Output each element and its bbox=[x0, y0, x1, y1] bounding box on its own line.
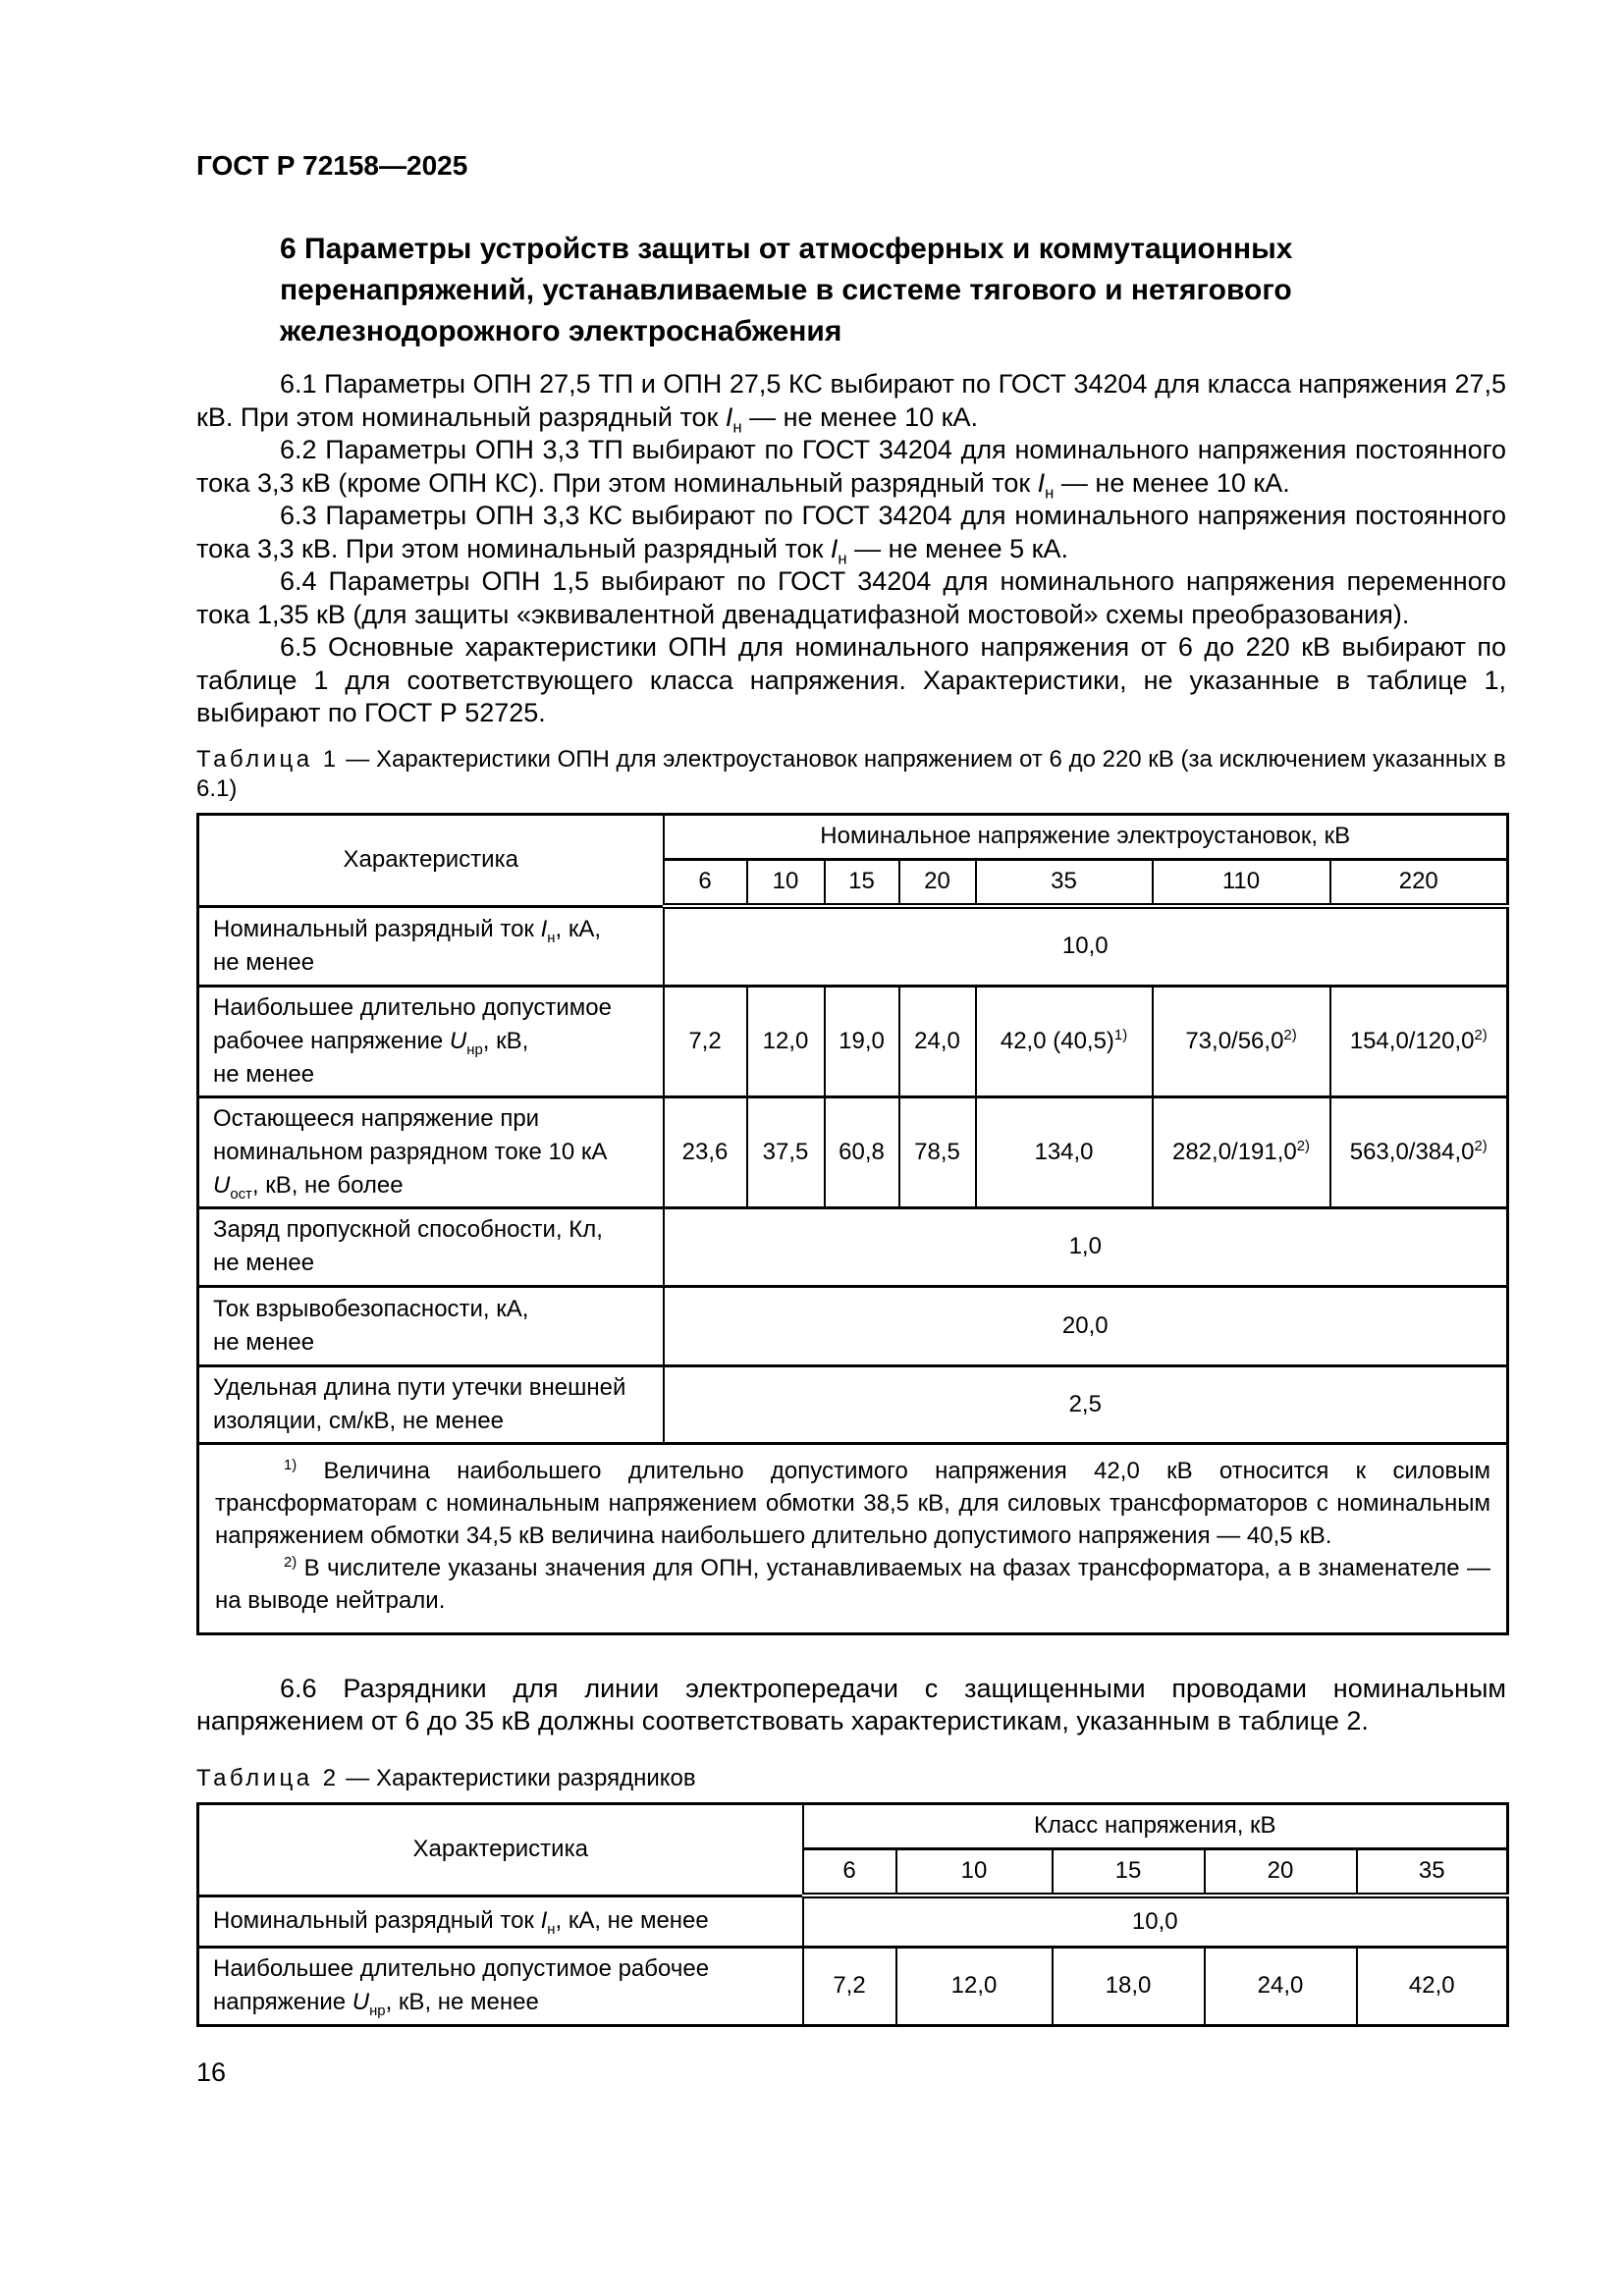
doc-code: ГОСТ Р 72158—2025 bbox=[196, 150, 468, 181]
symbol-subscript: ост bbox=[230, 1186, 252, 1202]
current-symbol: I bbox=[540, 915, 548, 942]
t1-value-cell: 563,0/384,0$^{2)}$ bbox=[1330, 1096, 1508, 1207]
footnote-ref: 2) bbox=[1283, 1027, 1297, 1043]
t2-voltage-class-header: 35 bbox=[1357, 1848, 1508, 1896]
t1-row-max-voltage bbox=[198, 986, 1508, 1096]
voltage-symbol: U bbox=[213, 1171, 231, 1199]
label-text: Ток взрывобезопасности, кА, bbox=[213, 1295, 529, 1322]
label-text: не менее bbox=[213, 1328, 315, 1356]
t1-row-label bbox=[198, 1207, 664, 1286]
t1-voltage-class-header: 35 bbox=[976, 859, 1153, 906]
footnote-text: В числителе указаны значения для ОПН, устанавливаемых на фазах трансформатора, а в знаменателе — на выводе нейтрали. bbox=[215, 1554, 1490, 1614]
label-text: , кВ, не более bbox=[251, 1171, 404, 1199]
footnote-ref: 2) bbox=[1296, 1138, 1311, 1154]
t2-value-cell: 24,0 bbox=[1205, 1947, 1357, 2025]
t2-value-cell: 18,0 bbox=[1053, 1947, 1205, 2025]
t1-row-label bbox=[198, 1096, 664, 1207]
t1-voltage-class-header: 220 bbox=[1330, 859, 1508, 906]
t2-row-label bbox=[198, 1896, 803, 1947]
footnote-ref: 2) bbox=[1474, 1027, 1488, 1043]
footnote-ref: 2) bbox=[1474, 1138, 1488, 1154]
body-text bbox=[196, 368, 1506, 730]
t1-row-explosion-current bbox=[198, 1286, 1508, 1365]
paragraph-text: — не менее 5 кА. bbox=[846, 533, 1068, 563]
t1-value-cell: 12,0 bbox=[747, 986, 825, 1096]
t1-value-cell: 154,0/120,0$^{2)}$ bbox=[1330, 986, 1508, 1096]
label-text: номинальном разрядном токе 10 кА bbox=[213, 1138, 608, 1165]
t1-row-leakage-path bbox=[198, 1365, 1508, 1443]
footnote-text: Величина наибольшего длительно допустимого напряжения 42,0 кВ относится к силовым трансформаторам с номинальным напряжением обмотки 38,5 кВ, для силовых трансформаторов с номинальным напряжением обмотки 34,5 кВ величина наибольшего длительно допустимого напряжения — 40,5 кВ. bbox=[215, 1457, 1490, 1549]
t1-span-value: 1,0 bbox=[664, 1207, 1508, 1286]
symbol-subscript: н bbox=[547, 930, 556, 946]
t1-value-cell: 78,5 bbox=[899, 1096, 976, 1207]
label-text: , кА, bbox=[555, 915, 602, 942]
label-text: , кВ, bbox=[482, 1027, 529, 1054]
label-text: , кВ, не менее bbox=[385, 1989, 539, 2015]
label-text: Номинальный разрядный ток bbox=[213, 915, 541, 942]
t2-row-nominal-current bbox=[198, 1896, 1508, 1947]
t1-span-value: 2,5 bbox=[664, 1365, 1508, 1443]
t1-value-cell: 7,2 bbox=[664, 986, 747, 1096]
voltage-symbol: U bbox=[449, 1027, 467, 1054]
t1-voltage-class-header: 6 bbox=[664, 859, 747, 906]
page-number: 16 bbox=[196, 2057, 227, 2087]
t1-voltage-class-header: 10 bbox=[747, 859, 825, 906]
label-text: рабочее напряжение bbox=[213, 1027, 450, 1054]
t1-span-value: 10,0 bbox=[664, 906, 1508, 986]
label-text: не менее bbox=[213, 948, 315, 976]
label-text: не менее bbox=[213, 1060, 315, 1088]
label-text: Номинальный разрядный ток bbox=[213, 1907, 541, 1934]
paragraph-6-1 bbox=[196, 368, 1506, 434]
symbol-subscript: н bbox=[838, 548, 847, 567]
t2-row-max-voltage bbox=[198, 1947, 1508, 2025]
footnote-1 bbox=[215, 1455, 1490, 1552]
t1-row-charge bbox=[198, 1207, 1508, 1286]
current-symbol: I bbox=[1037, 467, 1046, 498]
t1-voltage-class-header: 20 bbox=[899, 859, 976, 906]
paragraph-text: — не менее 10 кА. bbox=[741, 401, 978, 432]
t2-value-cell: 12,0 bbox=[896, 1947, 1053, 2025]
t1-value-cell: 19,0 bbox=[825, 986, 899, 1096]
t2-voltage-span-header: Класс напряжения, кВ bbox=[803, 1803, 1508, 1848]
t1-value-cell: 134,0 bbox=[976, 1096, 1153, 1207]
t1-voltage-span-header: Номинальное напряжение электроустановок, кВ bbox=[664, 814, 1508, 859]
t2-row-label bbox=[198, 1947, 803, 2025]
t2-voltage-class-header: 20 bbox=[1205, 1848, 1357, 1896]
t2-characteristic-header: Характеристика bbox=[198, 1803, 803, 1896]
paragraph-text: 6.3 Параметры ОПН 3,3 КС выбирают по ГОСТ 34204 для номинального напряжения постоянного тока 3,3 кВ. При этом номинальный разрядный ток bbox=[196, 501, 1506, 563]
paragraph-6-5: 6.5 Основные характеристики ОПН для номинального напряжения от 6 до 220 кВ выбирают по таблице 1 для соответствующего класса напряжения. Характеристики, не указанные в таблице 1, выбирают по ГОСТ Р 52725. bbox=[196, 632, 1506, 727]
t1-footnotes-row bbox=[198, 1443, 1508, 1633]
label-text: Заряд пропускной способности, Кл, bbox=[213, 1216, 603, 1243]
table-2-caption-text: — Характеристики разрядников bbox=[339, 1764, 696, 1791]
t1-voltage-class-header: 15 bbox=[825, 859, 899, 906]
t1-value-cell: 37,5 bbox=[747, 1096, 825, 1207]
table-2-caption-label: Таблица 2 bbox=[196, 1764, 340, 1791]
t2-voltage-class-header: 10 bbox=[896, 1848, 1053, 1896]
t1-row-label bbox=[198, 906, 664, 986]
t2-value-cell: 42,0 bbox=[1357, 1947, 1508, 2025]
t1-value-cell: 42,0 $(40,5)^{1)}$ bbox=[976, 986, 1153, 1096]
voltage-symbol: U bbox=[352, 1989, 370, 2015]
t1-row-label bbox=[198, 1365, 664, 1443]
table-1 bbox=[196, 813, 1509, 1635]
t1-span-value: 20,0 bbox=[664, 1286, 1508, 1365]
t1-characteristic-header: Характеристика bbox=[198, 814, 664, 906]
label-text: не менее bbox=[213, 1250, 315, 1276]
symbol-subscript: нр bbox=[466, 1041, 483, 1058]
section-title: 6 Параметры устройств защиты от атмосферных и коммутационных перенапряжений, устанавливаемые в системе тягового и нетягового железнодорожного электроснабжения bbox=[280, 233, 1293, 347]
footnote-ref: 1) bbox=[1113, 1027, 1128, 1043]
paragraph-6-4: 6.4 Параметры ОПН 1,5 выбирают по ГОСТ 34204 для номинального напряжения переменного тока 1,35 кВ (для защиты «эквивалентной двенадцатифазной мостовой» схемы преобразования). bbox=[196, 566, 1506, 629]
t1-value-cell: 24,0 bbox=[899, 986, 976, 1096]
t1-value-cell: 282,0/191,0$^{2)}$ bbox=[1153, 1096, 1330, 1207]
label-text: , кА, не менее bbox=[555, 1907, 709, 1934]
label-text: Удельная длина пути утечки внешней bbox=[213, 1373, 626, 1401]
label-text: Наибольшее длительно допустимое рабочее bbox=[213, 1955, 710, 1982]
symbol-subscript: н bbox=[1045, 482, 1055, 502]
paragraph-6-2 bbox=[196, 434, 1506, 500]
label-text: Наибольшее длительно допустимое bbox=[213, 993, 612, 1021]
t2-span-value: 10,0 bbox=[803, 1896, 1508, 1947]
label-text: изоляции, см/кВ, не менее bbox=[213, 1407, 504, 1434]
table-2 bbox=[196, 1802, 1509, 2027]
paragraph-text: — не менее 10 кА. bbox=[1054, 467, 1290, 498]
symbol-subscript: н bbox=[547, 1921, 556, 1938]
table-1-caption-text: — Характеристики ОПН для электроустановок напряжением от 6 до 220 кВ (за исключением указанных в 6.1) bbox=[196, 745, 1506, 802]
current-symbol: I bbox=[540, 1907, 548, 1934]
t1-footnotes-cell bbox=[198, 1443, 1508, 1633]
t1-value-cell: 23,6 bbox=[664, 1096, 747, 1207]
current-symbol: I bbox=[830, 533, 839, 563]
table-2-caption bbox=[196, 1764, 1506, 1793]
footnote-marker: 2) bbox=[284, 1554, 298, 1571]
t1-row-label bbox=[198, 986, 664, 1096]
footnote-2 bbox=[215, 1552, 1490, 1617]
symbol-subscript: нр bbox=[369, 2002, 386, 2019]
label-text: Остающееся напряжение при bbox=[213, 1104, 540, 1132]
paragraph-6-6: 6.6 Разрядники для линии электропередачи с защищенными проводами номинальным напряжением от 6 до 35 кВ должны соответствовать характеристикам, указанным в таблице 2. bbox=[196, 1673, 1506, 1735]
symbol-subscript: н bbox=[732, 416, 742, 436]
paragraph-text: 6.1 Параметры ОПН 27,5 ТП и ОПН 27,5 КС выбирают по ГОСТ 34204 для класса напряжения 27,5 кВ. При этом номинальный разрядный ток bbox=[196, 369, 1506, 432]
t1-value-cell: 73,0/56,0$^{2)}$ bbox=[1153, 986, 1330, 1096]
t2-value-cell: 7,2 bbox=[803, 1947, 896, 2025]
label-text: напряжение bbox=[213, 1989, 352, 2015]
t1-row-residual-voltage bbox=[198, 1096, 1508, 1207]
current-symbol: I bbox=[725, 401, 733, 432]
t1-voltage-class-header: 110 bbox=[1153, 859, 1330, 906]
paragraph-text: 6.2 Параметры ОПН 3,3 ТП выбирают по ГОСТ 34204 для номинального напряжения постоянного тока 3,3 кВ (кроме ОПН КС). При этом номинальный разрядный ток bbox=[196, 435, 1506, 498]
t2-voltage-class-header: 6 bbox=[803, 1848, 896, 1896]
t2-voltage-class-header: 15 bbox=[1053, 1848, 1205, 1896]
t1-row-label bbox=[198, 1286, 664, 1365]
footnote-marker: 1) bbox=[284, 1457, 298, 1473]
t1-value-cell: 60,8 bbox=[825, 1096, 899, 1207]
table-1-caption bbox=[196, 745, 1506, 804]
paragraph-6-3 bbox=[196, 500, 1506, 565]
t1-row-nominal-current bbox=[198, 906, 1508, 986]
table-1-caption-label: Таблица 1 bbox=[196, 745, 340, 773]
